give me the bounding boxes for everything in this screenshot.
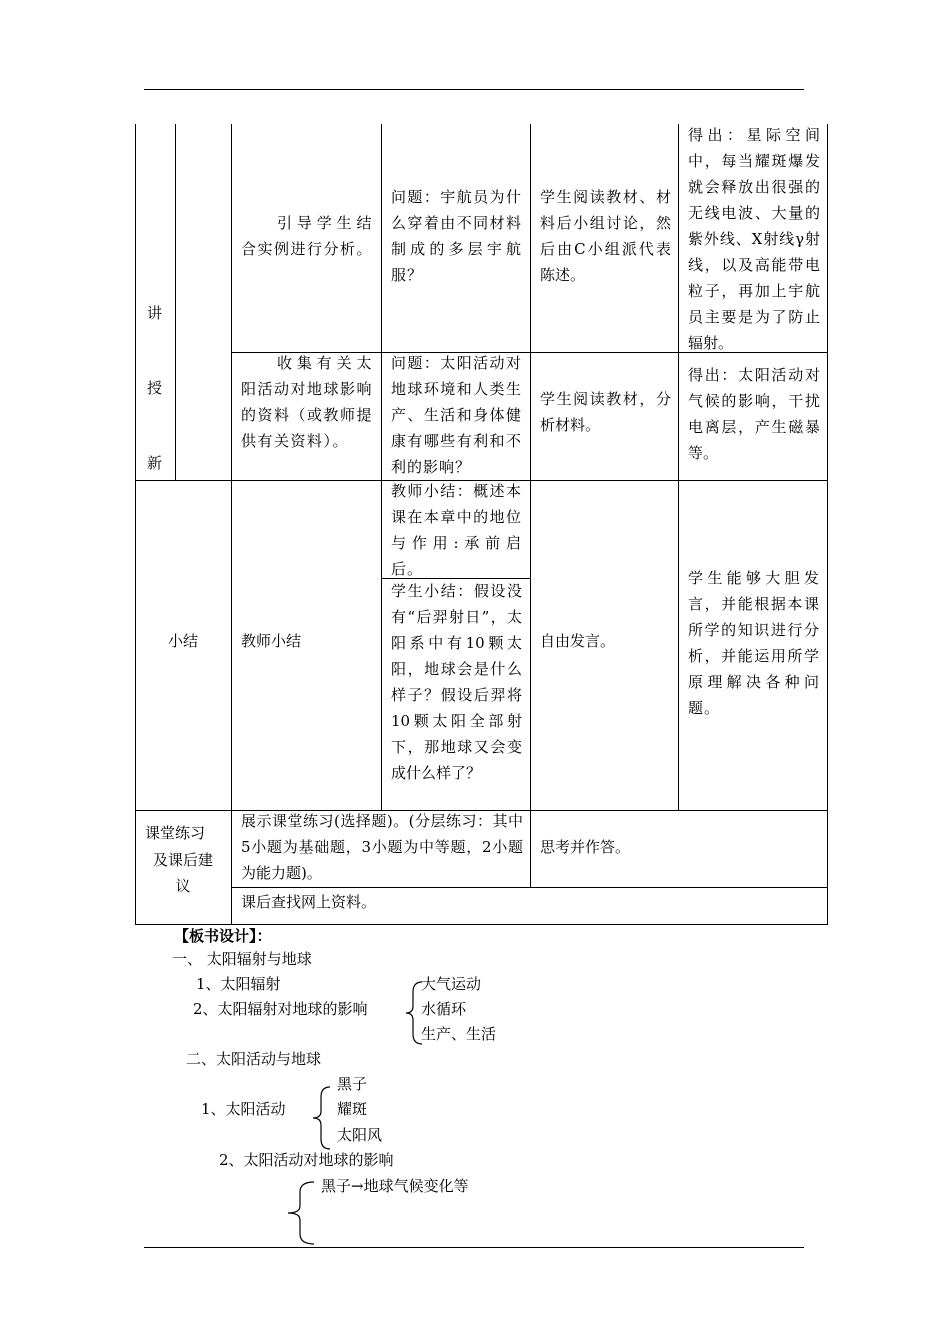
section-char-1: 讲 bbox=[147, 304, 163, 322]
part1-item1: 1、太阳辐射 bbox=[196, 975, 281, 993]
part1-effect-1: 大气运动 bbox=[421, 975, 482, 993]
part2-effect-1: 黑子→地球气候变化等 bbox=[321, 1177, 469, 1195]
part1-item2: 2、太阳辐射对地球的影响 bbox=[193, 1000, 368, 1018]
brace-icon bbox=[286, 1180, 316, 1246]
row2-question: 问题：太阳活动对地球环境和人类生产、生活和身体健康有哪些有利和不利的影响？ bbox=[391, 354, 522, 476]
after-class: 课后查找网上资料。 bbox=[241, 893, 377, 911]
part1-effect-2: 水循环 bbox=[421, 1000, 467, 1018]
summary-teacher: 教师小结 bbox=[241, 632, 302, 650]
section-label bbox=[135, 124, 175, 480]
lesson-table bbox=[135, 124, 828, 925]
part1-title: 一、 太阳辐射与地球 bbox=[172, 950, 312, 968]
part2-activity-2: 耀斑 bbox=[337, 1100, 368, 1118]
row2-guide: 收集有关太阳活动对地球影响的资料（或教师提供有关资料）。 bbox=[241, 354, 374, 450]
row2-result: 得出：太阳活动对气候的影响，干扰电离层，产生磁暴等。 bbox=[688, 366, 820, 462]
teacher-summary: 教师小结：概述本课在本章中的地位与作用:承前启后。 bbox=[391, 482, 522, 578]
part2-item1: 1、太阳活动 bbox=[201, 1100, 286, 1118]
summary-student: 自由发言。 bbox=[540, 632, 616, 650]
practice-label-line2: 及课后建 bbox=[152, 851, 213, 869]
part2-activity-1: 黑子 bbox=[337, 1075, 368, 1093]
part2-activity-3: 太阳风 bbox=[337, 1126, 383, 1144]
practice-label-line1: 课堂练习 bbox=[145, 824, 206, 842]
practice-label bbox=[135, 820, 231, 899]
row1-result: 得出：星际空间中，每当耀斑爆发就会释放出很强的无线电波、大量的紫外线、X射线γ射线，以及高能带电粒子，再加上宇航员主要是为了防止辐射。 bbox=[688, 126, 820, 352]
row1-guide: 引导学生结合实例进行分析。 bbox=[241, 214, 374, 258]
part2-item2: 2、太阳活动对地球的影响 bbox=[219, 1151, 394, 1169]
brace-icon bbox=[311, 1085, 333, 1151]
row1-student: 学生阅读教材、材料后小组讨论，然后由C小组派代表陈述。 bbox=[540, 188, 671, 284]
practice-student: 思考并作答。 bbox=[540, 838, 631, 856]
section-char-3: 新 bbox=[147, 454, 163, 472]
section-char-2: 授 bbox=[147, 379, 163, 397]
summary-result: 学生能够大胆发言，并能根据本课所学的知识进行分析，并能运用所学原理解决各种问题。 bbox=[688, 569, 820, 717]
footer-rule bbox=[144, 1247, 804, 1248]
row2-student: 学生阅读教材，分析材料。 bbox=[540, 390, 671, 434]
part2-title: 二、太阳活动与地球 bbox=[186, 1050, 322, 1068]
header-rule bbox=[144, 89, 804, 90]
summary-label: 小结 bbox=[167, 632, 198, 650]
practice-label-line3: 议 bbox=[175, 877, 191, 895]
practice-exercise: 展示课堂练习(选择题)。(分层练习：其中5小题为基础题，3小题为中等题，2小题为能力题)。 bbox=[241, 812, 523, 882]
student-summary: 学生小结：假设没有“后羿射日”，太阳系中有10颗太阳，地球会是什么样子？假设后羿将10颗太阳全部射下，那地球又会变成什么样了？ bbox=[391, 582, 522, 782]
board-heading: 【板书设计】： bbox=[174, 927, 272, 945]
row1-question: 问题：宇航员为什么穿着由不同材料制成的多层宇航服？ bbox=[391, 188, 522, 284]
part1-effect-3: 生产、生活 bbox=[421, 1025, 497, 1043]
